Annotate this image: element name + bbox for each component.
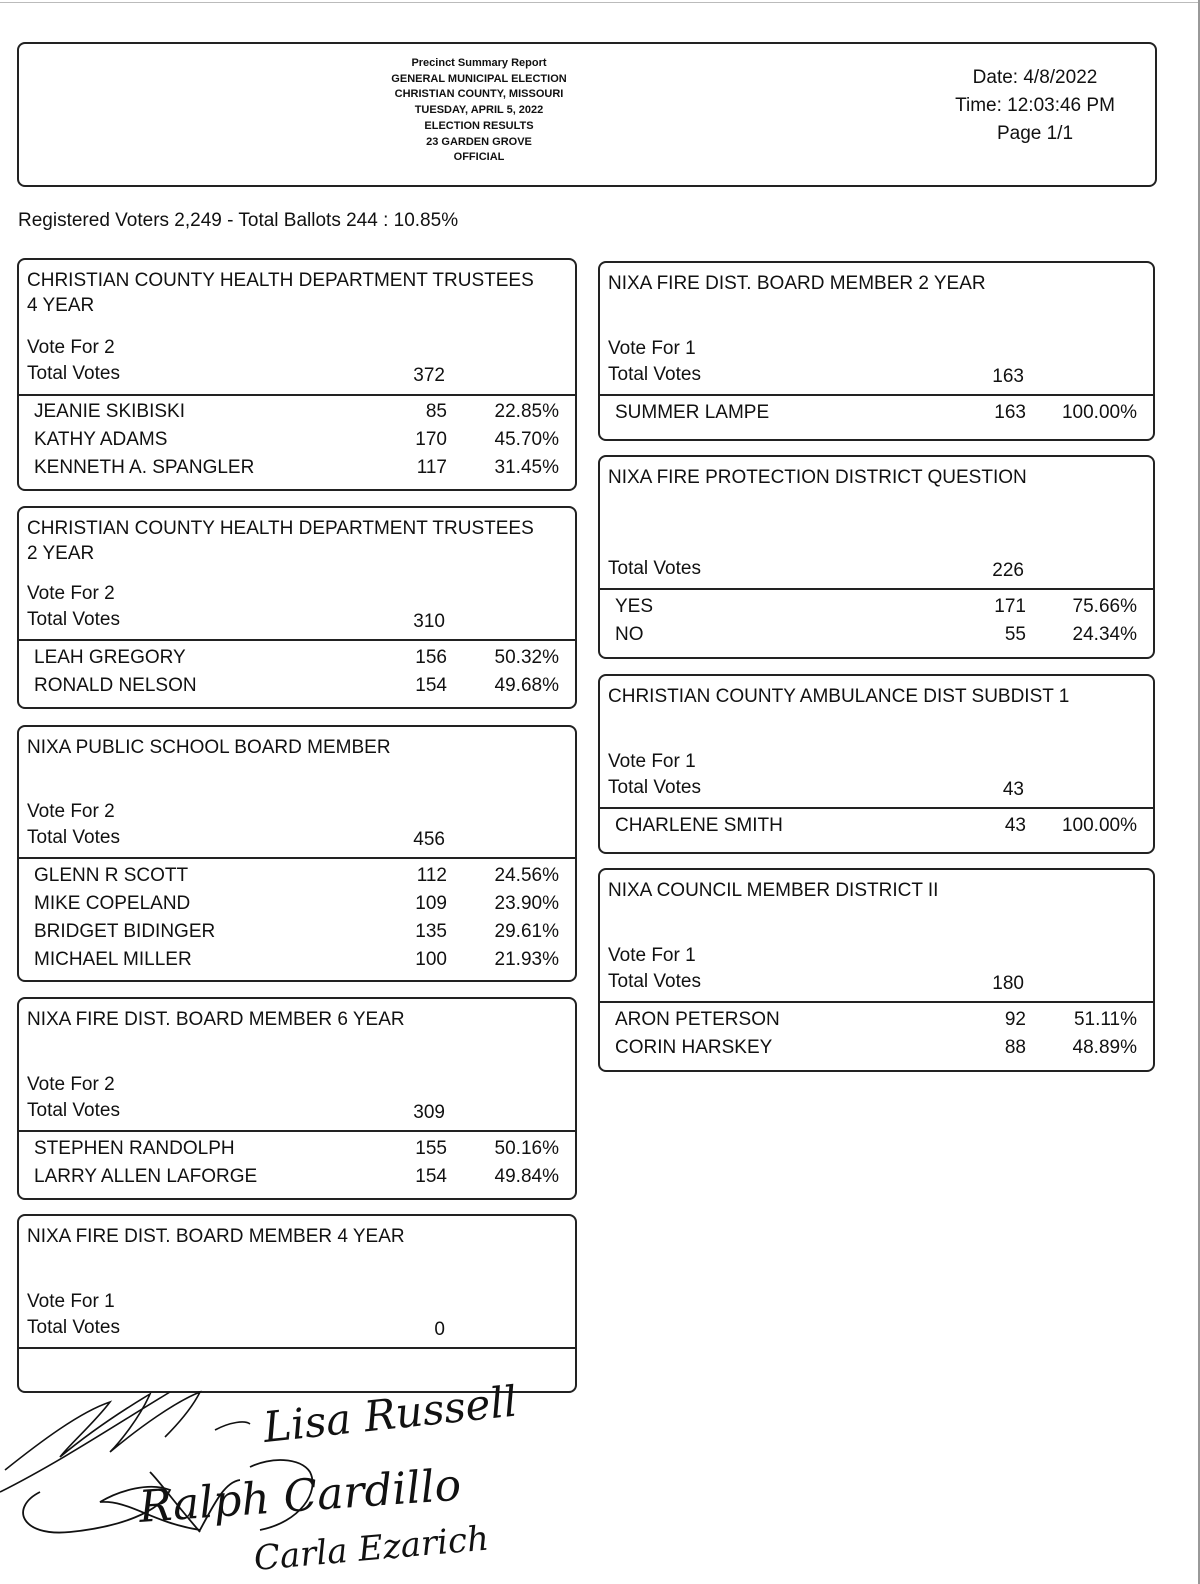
race-title-line: CHRISTIAN COUNTY HEALTH DEPARTMENT TRUSTEES — [27, 518, 534, 539]
candidate-votes: 100 — [415, 949, 447, 970]
race-box — [17, 258, 577, 491]
candidate-percent: 48.89% — [1072, 1037, 1137, 1058]
candidate-votes: 156 — [415, 647, 447, 668]
candidate-name: LARRY ALLEN LAFORGE — [34, 1166, 258, 1187]
total-votes-label: Total Votes — [27, 1317, 120, 1338]
candidate-percent: 22.85% — [494, 401, 559, 422]
candidate-percent: 45.70% — [494, 429, 559, 450]
race-title-line: CHRISTIAN COUNTY AMBULANCE DIST SUBDIST 1 — [608, 686, 1070, 707]
header-line: GENERAL MUNICIPAL ELECTION — [391, 72, 567, 85]
vote-for-label: Vote For 1 — [608, 338, 696, 359]
registered-voters-summary: Registered Voters 2,249 - Total Ballots 244 : 10.85% — [18, 210, 459, 231]
candidate-name: MICHAEL MILLER — [34, 949, 192, 970]
candidate-row — [19, 454, 575, 482]
candidate-percent: 50.16% — [494, 1138, 559, 1159]
candidate-name: YES — [615, 596, 654, 617]
candidate-name: CHARLENE SMITH — [615, 815, 783, 836]
header-line: Precinct Summary Report — [411, 57, 547, 69]
candidate-votes: 92 — [1004, 1009, 1026, 1030]
total-votes-value: 163 — [992, 366, 1024, 387]
candidate-votes: 171 — [994, 596, 1026, 617]
candidate-row — [19, 644, 575, 672]
candidate-name: GLENN R SCOTT — [34, 865, 189, 886]
race-title — [608, 878, 1145, 903]
report-time: Time: 12:03:46 PM — [955, 95, 1115, 116]
candidate-row — [600, 399, 1153, 427]
header-line: OFFICIAL — [453, 151, 505, 164]
candidate-percent: 75.66% — [1072, 596, 1137, 617]
total-divider — [600, 588, 1153, 590]
candidate-votes: 135 — [415, 921, 447, 942]
candidate-percent: 51.11% — [1073, 1009, 1137, 1030]
race-box — [598, 261, 1155, 441]
candidate-percent: 100.00% — [1061, 815, 1137, 836]
total-votes-label: Total Votes — [608, 777, 701, 798]
race-box — [598, 455, 1155, 659]
candidate-percent: 24.34% — [1072, 624, 1137, 645]
total-divider — [19, 857, 575, 859]
candidate-name: NO — [615, 624, 644, 645]
total-votes-value: 0 — [434, 1319, 445, 1340]
candidate-row — [19, 1135, 575, 1163]
race-box — [17, 1214, 577, 1393]
total-votes-label: Total Votes — [27, 827, 120, 848]
candidate-votes: 88 — [1004, 1037, 1026, 1058]
candidate-name: SUMMER LAMPE — [615, 402, 770, 423]
race-box — [17, 506, 577, 709]
vote-for-label: Vote For 2 — [27, 1074, 115, 1095]
race-title — [27, 1007, 567, 1032]
race-title-line: NIXA FIRE DIST. BOARD MEMBER 4 YEAR — [27, 1226, 405, 1247]
race-box — [598, 868, 1155, 1072]
header-line: CHRISTIAN COUNTY, MISSOURI — [394, 88, 564, 101]
total-divider — [600, 394, 1153, 396]
candidate-row — [19, 890, 575, 918]
race-box — [17, 725, 577, 982]
header-line: 23 GARDEN GROVE — [426, 135, 532, 148]
candidate-name: STEPHEN RANDOLPH — [34, 1138, 235, 1159]
race-title — [27, 268, 567, 318]
candidate-percent: 29.61% — [494, 921, 559, 942]
report-date: Date: 4/8/2022 — [972, 67, 1098, 88]
vote-for-label: Vote For 2 — [27, 337, 115, 358]
total-votes-value: 180 — [992, 973, 1024, 994]
total-divider — [19, 639, 575, 641]
race-title — [27, 735, 567, 760]
signature-text: Carla Ezarich — [252, 1518, 491, 1579]
race-title-line: CHRISTIAN COUNTY HEALTH DEPARTMENT TRUSTEES — [27, 270, 534, 291]
total-votes-label: Total Votes — [608, 364, 701, 385]
candidate-percent: 24.56% — [494, 865, 559, 886]
race-title-line: NIXA FIRE DIST. BOARD MEMBER 2 YEAR — [608, 273, 986, 294]
total-votes-value: 43 — [1002, 779, 1024, 800]
total-votes-label: Total Votes — [608, 971, 701, 992]
candidate-name: RONALD NELSON — [34, 675, 197, 696]
total-votes-value: 309 — [413, 1102, 445, 1123]
candidate-row — [19, 426, 575, 454]
signatures — [0, 1372, 600, 1584]
vote-for-label: Vote For 1 — [27, 1291, 115, 1312]
total-votes-label: Total Votes — [608, 558, 701, 579]
candidate-votes: 154 — [415, 1166, 447, 1187]
signature-text: Lisa Russell — [260, 1376, 520, 1452]
race-title-line: NIXA COUNCIL MEMBER DISTRICT II — [608, 880, 939, 901]
candidate-row — [19, 862, 575, 890]
total-votes-label: Total Votes — [27, 1100, 120, 1121]
candidate-votes: 117 — [416, 457, 447, 478]
candidate-votes: 109 — [415, 893, 447, 914]
header-line: ELECTION RESULTS — [424, 119, 534, 132]
total-votes-value: 372 — [413, 365, 445, 386]
vote-for-label: Vote For 1 — [608, 751, 696, 772]
total-votes-value: 456 — [413, 829, 445, 850]
race-box — [598, 674, 1155, 854]
candidate-votes: 163 — [994, 402, 1026, 423]
report-header — [17, 42, 1157, 187]
candidate-votes: 85 — [425, 401, 447, 422]
race-box — [17, 997, 577, 1200]
race-title-line: 4 YEAR — [27, 295, 95, 316]
total-divider — [600, 807, 1153, 809]
race-title-line: 2 YEAR — [27, 543, 95, 564]
candidate-votes: 155 — [415, 1138, 447, 1159]
candidate-name: MIKE COPELAND — [34, 893, 191, 914]
candidate-percent: 31.45% — [494, 457, 559, 478]
header-line: TUESDAY, APRIL 5, 2022 — [414, 104, 544, 117]
candidate-row — [600, 621, 1153, 649]
candidate-row — [19, 398, 575, 426]
candidate-name: BRIDGET BIDINGER — [34, 921, 216, 942]
candidate-votes: 112 — [416, 865, 447, 886]
total-divider — [19, 1130, 575, 1132]
total-divider — [19, 1347, 575, 1349]
race-title — [608, 684, 1145, 709]
scan-edge-line — [0, 2, 1200, 3]
candidate-percent: 49.84% — [494, 1166, 559, 1187]
total-votes-label: Total Votes — [27, 609, 120, 630]
candidate-votes: 170 — [415, 429, 447, 450]
candidate-votes: 154 — [415, 675, 447, 696]
report-header-title-block — [349, 56, 609, 166]
vote-for-label: Vote For 2 — [27, 583, 115, 604]
total-divider — [600, 1001, 1153, 1003]
signature-text: Ralph Cardillo — [137, 1459, 463, 1533]
candidate-row — [600, 1034, 1153, 1062]
candidate-row — [600, 1006, 1153, 1034]
candidate-percent: 21.93% — [494, 949, 559, 970]
candidate-percent: 100.00% — [1061, 402, 1137, 423]
candidate-name: CORIN HARSKEY — [615, 1037, 773, 1058]
report-page-number: Page 1/1 — [996, 123, 1074, 144]
race-title — [27, 516, 567, 566]
candidate-row — [19, 1163, 575, 1191]
race-title-line: NIXA PUBLIC SCHOOL BOARD MEMBER — [27, 737, 391, 758]
total-votes-value: 310 — [413, 611, 445, 632]
candidate-votes: 55 — [1004, 624, 1026, 645]
candidate-percent: 23.90% — [494, 893, 559, 914]
candidate-row — [19, 918, 575, 946]
candidate-percent: 49.68% — [494, 675, 559, 696]
race-title — [27, 1224, 567, 1249]
race-title-line: NIXA FIRE PROTECTION DISTRICT QUESTION — [608, 467, 1027, 488]
total-divider — [19, 394, 575, 396]
candidate-name: ARON PETERSON — [615, 1009, 780, 1030]
race-title — [608, 271, 1145, 296]
candidate-percent: 50.32% — [494, 647, 559, 668]
vote-for-label: Vote For 1 — [608, 945, 696, 966]
candidate-name: JEANIE SKIBISKI — [34, 401, 185, 422]
candidate-row — [600, 593, 1153, 621]
race-title-line: NIXA FIRE DIST. BOARD MEMBER 6 YEAR — [27, 1009, 405, 1030]
race-title — [608, 465, 1145, 490]
total-votes-value: 226 — [992, 560, 1024, 581]
candidate-name: KATHY ADAMS — [34, 429, 168, 450]
candidate-row — [19, 946, 575, 974]
candidate-row — [600, 812, 1153, 840]
candidate-name: LEAH GREGORY — [34, 647, 186, 668]
candidate-votes: 43 — [1004, 815, 1026, 836]
total-votes-label: Total Votes — [27, 363, 120, 384]
candidate-row — [19, 672, 575, 700]
candidate-name: KENNETH A. SPANGLER — [34, 457, 255, 478]
vote-for-label: Vote For 2 — [27, 801, 115, 822]
report-meta — [925, 64, 1145, 148]
